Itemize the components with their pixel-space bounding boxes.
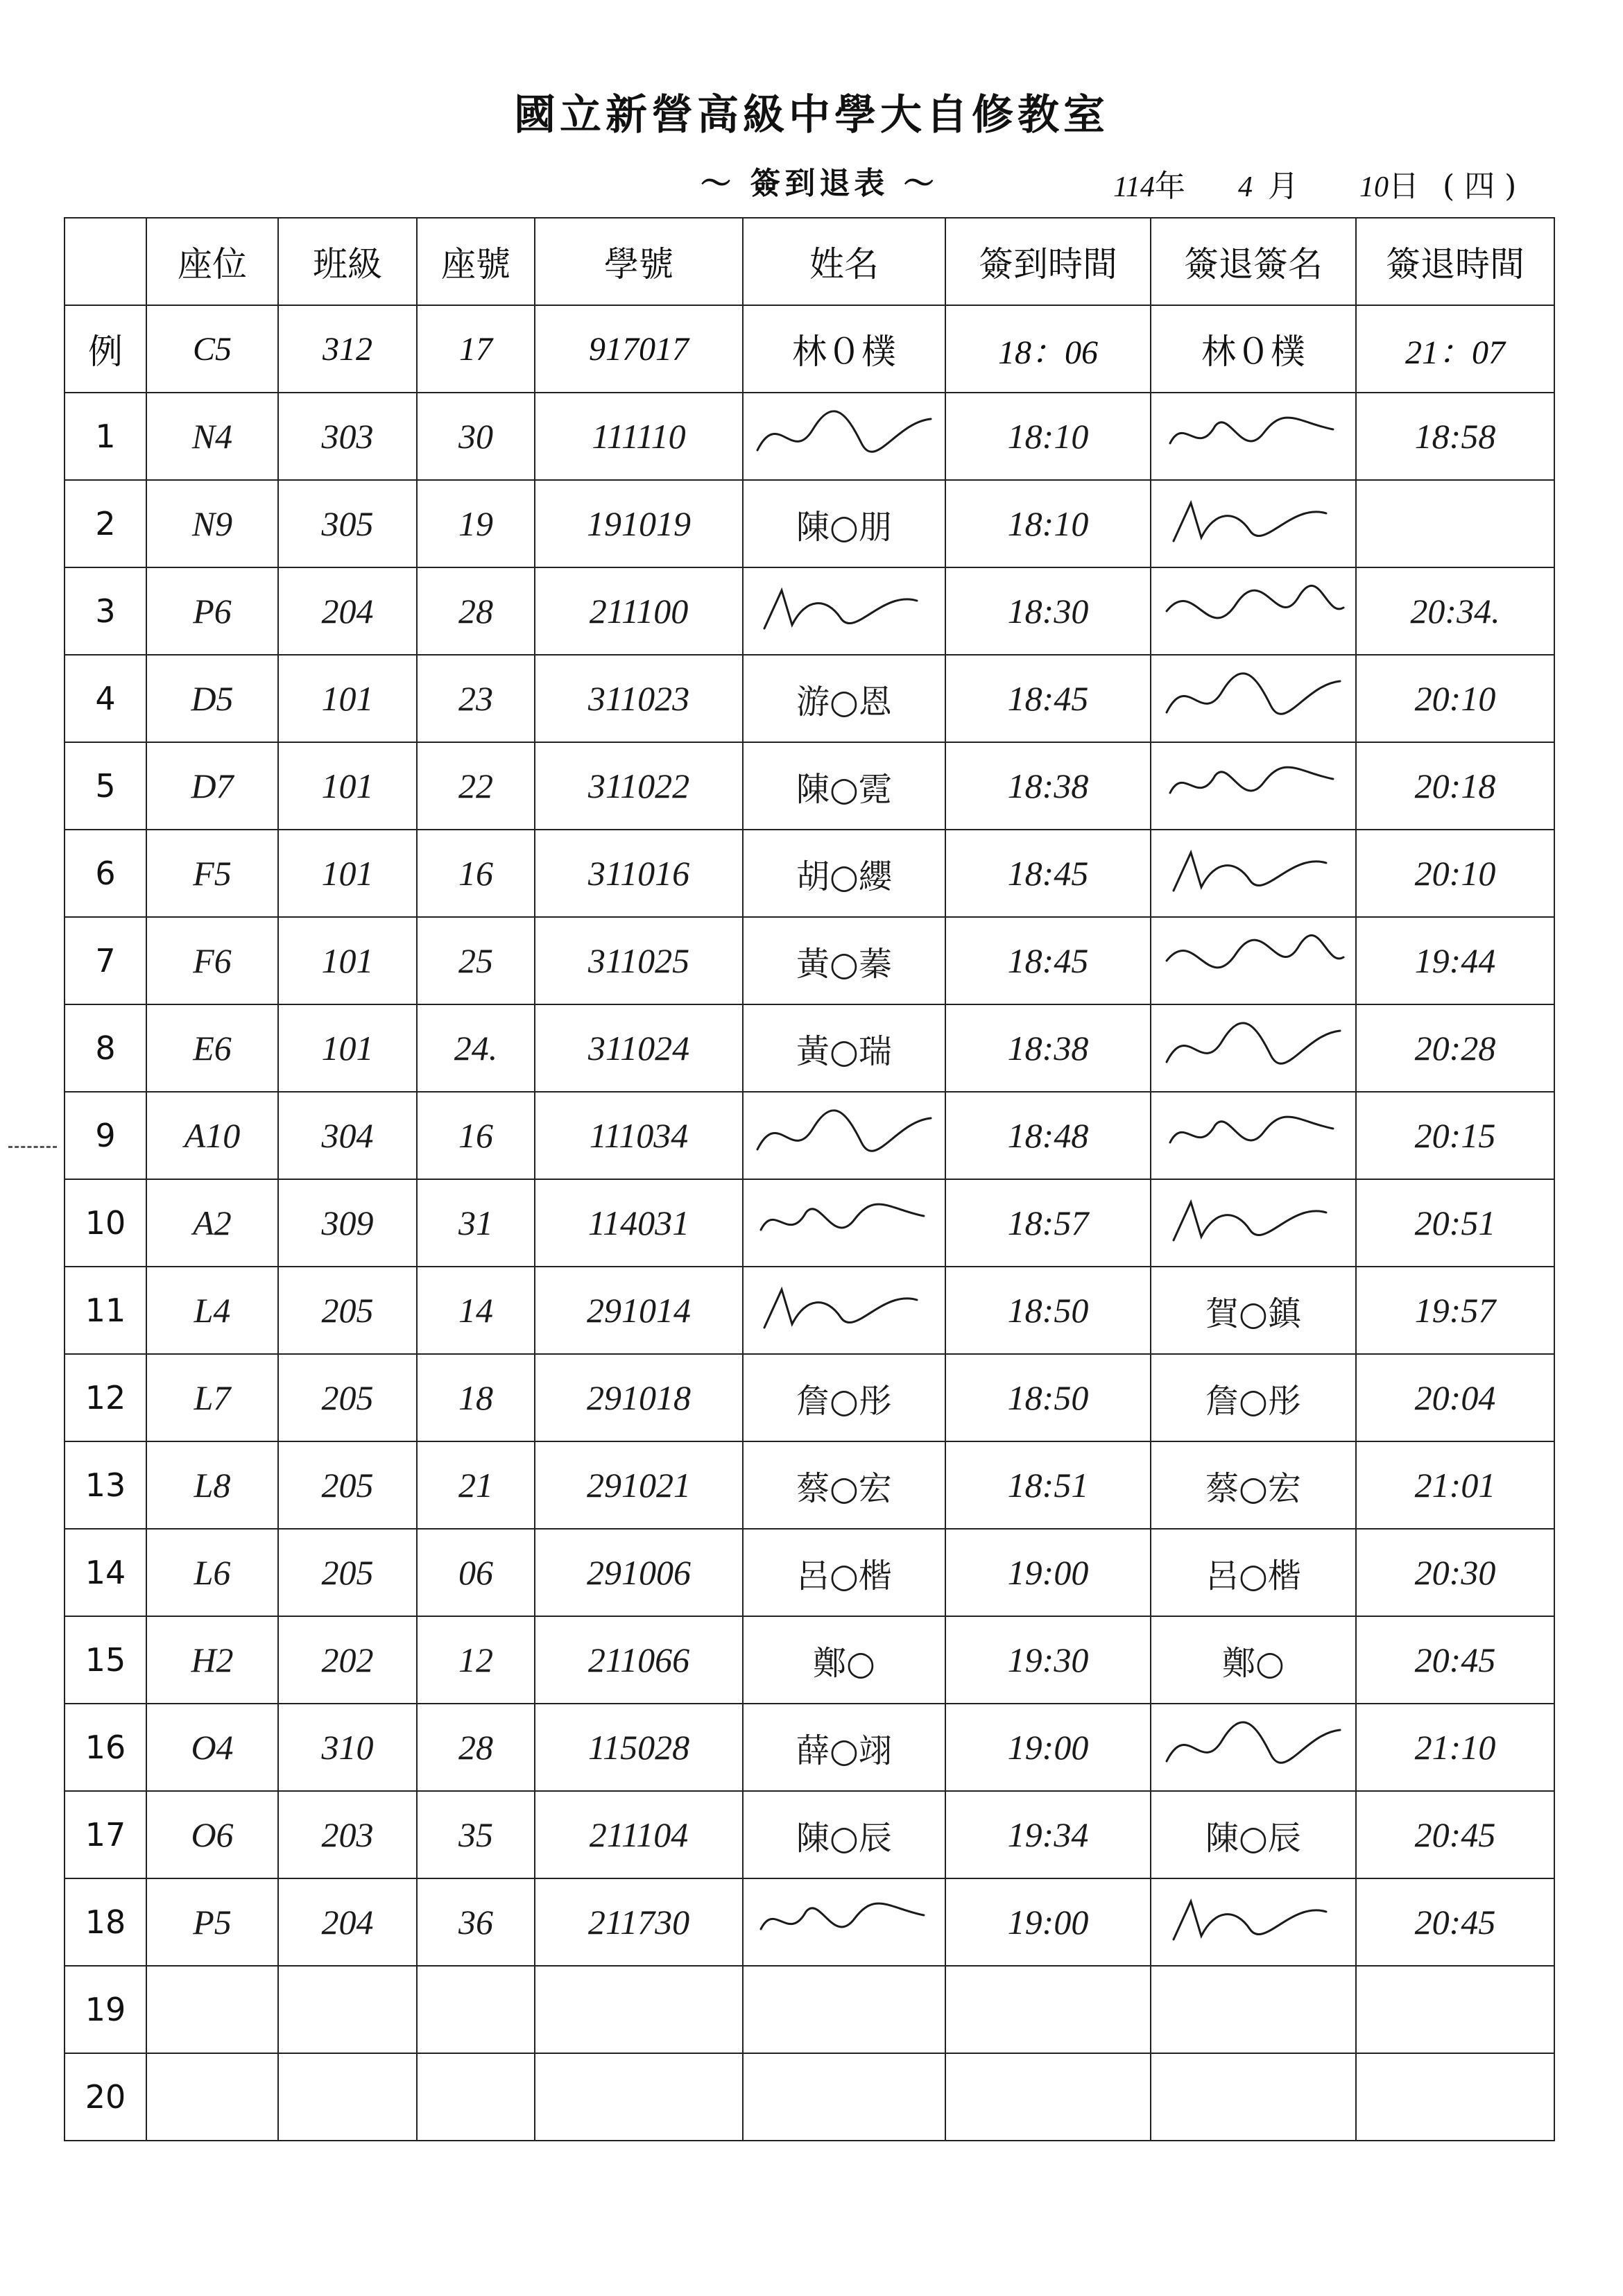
class-cell: 204 [278, 567, 417, 655]
checkin-time-cell: 19:00 [945, 1704, 1151, 1791]
header-student-id: 學號 [535, 218, 743, 305]
seat-cell: H2 [146, 1616, 278, 1704]
row-number: 2 [65, 480, 146, 567]
checkin-time-cell: 18:30 [945, 567, 1151, 655]
checkout-time-cell: 21:10 [1356, 1704, 1554, 1791]
name-cell: 胡○纓 [743, 830, 945, 917]
number-cell: 16 [417, 1092, 535, 1179]
date-year-unit: 年 [1154, 169, 1185, 204]
name-cell: 黃○蓁 [743, 917, 945, 1004]
table-row [65, 1791, 1554, 1878]
name-cell: 呂○楷 [743, 1529, 945, 1616]
handwritten-signature [750, 1276, 938, 1345]
class-cell: 305 [278, 480, 417, 567]
example-checkout-signature: 林０樸 [1151, 305, 1356, 393]
name-cell: 陳○霓 [743, 742, 945, 830]
number-cell: 24. [417, 1004, 535, 1092]
row-number: 15 [65, 1616, 146, 1704]
number-cell: 30 [417, 393, 535, 480]
header-checkin-time: 簽到時間 [945, 218, 1151, 305]
student-id-cell: 114031 [535, 1179, 743, 1267]
checkout-time-cell: 20:10 [1356, 830, 1554, 917]
checkout-signature-cell: 賀○鎮 [1151, 1267, 1356, 1354]
student-id-cell: 211104 [535, 1791, 743, 1878]
seat-cell: O4 [146, 1704, 278, 1791]
seat-cell: A2 [146, 1179, 278, 1267]
checkout-signature-cell: 陳○辰 [1151, 1791, 1356, 1878]
checkout-time-cell [1356, 480, 1554, 567]
number-cell: 18 [417, 1354, 535, 1441]
row-number: 18 [65, 1878, 146, 1966]
table-row [65, 1092, 1554, 1179]
student-id-cell: 111110 [535, 393, 743, 480]
checkin-time-cell: 18:50 [945, 1267, 1151, 1354]
checkout-signature-cell [1151, 393, 1356, 480]
checkout-time-cell: 20:34. [1356, 567, 1554, 655]
row-number: 6 [65, 830, 146, 917]
checkin-time-cell: 18:45 [945, 830, 1151, 917]
signature-stroke [1174, 853, 1326, 891]
checkout-time-cell: 21:01 [1356, 1441, 1554, 1529]
checkout-time-cell: 20:10 [1356, 655, 1554, 742]
date-day-value: 10 [1359, 171, 1389, 203]
handwritten-signature [1160, 1188, 1347, 1258]
checkout-time-cell: 20:45 [1356, 1878, 1554, 1966]
page-title: 國立新營高級中學大自修教室 [514, 91, 1109, 139]
row-number: 13 [65, 1441, 146, 1529]
date-day-unit: 日 [1389, 169, 1419, 204]
number-cell: 25 [417, 917, 535, 1004]
name-cell: 陳○朋 [743, 480, 945, 567]
student-id-cell: 291021 [535, 1441, 743, 1529]
student-id-cell [535, 1966, 743, 2053]
table-row [65, 1966, 1554, 2053]
signature-stroke [1174, 1202, 1326, 1240]
checkout-time-cell: 18:58 [1356, 393, 1554, 480]
checkout-time-cell: 20:45 [1356, 1791, 1554, 1878]
checkout-signature-cell [1151, 655, 1356, 742]
checkout-signature-cell: 詹○彤 [1151, 1354, 1356, 1441]
row-number: 11 [65, 1267, 146, 1354]
header-checkout-time: 簽退時間 [1356, 218, 1554, 305]
name-cell [743, 393, 945, 480]
checkout-signature-cell: 蔡○宏 [1151, 1441, 1356, 1529]
margin-tick-mark [8, 1146, 57, 1148]
seat-cell: L6 [146, 1529, 278, 1616]
class-cell: 202 [278, 1616, 417, 1704]
example-checkout-time: 21：07 [1356, 305, 1554, 393]
signature-stroke [1167, 1722, 1340, 1763]
class-cell: 303 [278, 393, 417, 480]
number-cell: 23 [417, 655, 535, 742]
row-number: 19 [65, 1966, 146, 2053]
student-id-cell: 291014 [535, 1267, 743, 1354]
name-cell [743, 1878, 945, 1966]
signature-stroke [1174, 503, 1326, 541]
table-row [65, 480, 1554, 567]
example-label: 例 [65, 305, 146, 393]
checkout-signature-cell [1151, 567, 1356, 655]
name-cell [743, 1966, 945, 2053]
seat-cell: D5 [146, 655, 278, 742]
class-cell: 309 [278, 1179, 417, 1267]
seat-cell [146, 2053, 278, 2141]
student-id-cell: 115028 [535, 1704, 743, 1791]
checkout-signature-cell [1151, 1878, 1356, 1966]
seat-cell: L7 [146, 1354, 278, 1441]
checkout-signature-cell: 呂○楷 [1151, 1529, 1356, 1616]
table-row [65, 1704, 1554, 1791]
table-row [65, 393, 1554, 480]
name-cell [743, 1267, 945, 1354]
table-row [65, 567, 1554, 655]
date-weekday-value: 四 [1464, 169, 1495, 204]
header-number: 座號 [417, 218, 535, 305]
table-row [65, 2053, 1554, 2141]
signature-stroke [761, 1903, 924, 1929]
name-cell: 蔡○宏 [743, 1441, 945, 1529]
number-cell: 28 [417, 1704, 535, 1791]
handwritten-signature [1160, 1013, 1347, 1083]
checkout-time-cell [1356, 1966, 1554, 2053]
class-cell: 304 [278, 1092, 417, 1179]
checkin-time-cell: 18:45 [945, 917, 1151, 1004]
seat-cell: P5 [146, 1878, 278, 1966]
row-number: 17 [65, 1791, 146, 1878]
date-month-unit: 月 [1268, 169, 1298, 204]
signature-stroke [1167, 935, 1343, 967]
handwritten-signature [1160, 489, 1347, 558]
sign-in-table [64, 217, 1555, 2141]
example-number: 17 [417, 305, 535, 393]
class-cell: 101 [278, 1004, 417, 1092]
student-id-cell: 311024 [535, 1004, 743, 1092]
class-cell: 205 [278, 1267, 417, 1354]
row-number: 1 [65, 393, 146, 480]
table-row [65, 1179, 1554, 1267]
class-cell: 101 [278, 655, 417, 742]
table-row [65, 1616, 1554, 1704]
student-id-cell: 311025 [535, 917, 743, 1004]
signature-stroke [1167, 674, 1340, 714]
signature-stroke [1170, 767, 1333, 793]
checkout-signature-cell [1151, 1704, 1356, 1791]
handwritten-signature [750, 576, 938, 646]
example-seat: C5 [146, 305, 278, 393]
signature-stroke [764, 1290, 917, 1328]
example-name: 林０樸 [743, 305, 945, 393]
name-cell: 鄭○ [743, 1616, 945, 1704]
class-cell: 203 [278, 1791, 417, 1878]
checkout-time-cell: 20:18 [1356, 742, 1554, 830]
seat-cell: F5 [146, 830, 278, 917]
date-year-value: 114 [1113, 171, 1155, 203]
table-row [65, 917, 1554, 1004]
checkout-signature-cell [1151, 917, 1356, 1004]
example-class: 312 [278, 305, 417, 393]
signature-stroke [757, 411, 931, 452]
student-id-cell: 311016 [535, 830, 743, 917]
checkout-time-cell [1356, 2053, 1554, 2141]
handwritten-signature [1160, 402, 1347, 471]
checkout-time-cell: 19:57 [1356, 1267, 1554, 1354]
row-number: 9 [65, 1092, 146, 1179]
seat-cell [146, 1966, 278, 2053]
header-index [65, 218, 146, 305]
class-cell: 310 [278, 1704, 417, 1791]
form-subtitle: ～ 簽到退表 ～ [701, 166, 938, 201]
row-number: 3 [65, 567, 146, 655]
checkin-time-cell: 19:00 [945, 1878, 1151, 1966]
row-number: 12 [65, 1354, 146, 1441]
number-cell: 16 [417, 830, 535, 917]
checkin-time-cell: 18:38 [945, 1004, 1151, 1092]
row-number: 20 [65, 2053, 146, 2141]
row-number: 10 [65, 1179, 146, 1267]
name-cell [743, 1179, 945, 1267]
class-cell: 101 [278, 742, 417, 830]
handwritten-signature [750, 1887, 938, 1957]
number-cell: 19 [417, 480, 535, 567]
name-cell: 黃○瑞 [743, 1004, 945, 1092]
checkout-signature-cell [1151, 2053, 1356, 2141]
checkout-time-cell: 20:28 [1356, 1004, 1554, 1092]
checkout-signature-cell [1151, 1092, 1356, 1179]
checkout-time-cell: 20:15 [1356, 1092, 1554, 1179]
number-cell: 36 [417, 1878, 535, 1966]
checkin-time-cell: 18:50 [945, 1354, 1151, 1441]
class-cell: 205 [278, 1529, 417, 1616]
student-id-cell: 291006 [535, 1529, 743, 1616]
row-number: 14 [65, 1529, 146, 1616]
seat-cell: E6 [146, 1004, 278, 1092]
student-id-cell: 111034 [535, 1092, 743, 1179]
table-row [65, 1354, 1554, 1441]
seat-cell: A10 [146, 1092, 278, 1179]
seat-cell: F6 [146, 917, 278, 1004]
number-cell: 21 [417, 1441, 535, 1529]
class-cell: 205 [278, 1441, 417, 1529]
checkin-time-cell: 19:00 [945, 1529, 1151, 1616]
handwritten-signature [1160, 1887, 1347, 1957]
handwritten-signature [1160, 839, 1347, 908]
checkout-signature-cell [1151, 830, 1356, 917]
handwritten-signature [1160, 1713, 1347, 1782]
signature-stroke [1167, 1023, 1340, 1063]
table-row [65, 742, 1554, 830]
checkout-signature-cell: 鄭○ [1151, 1616, 1356, 1704]
checkout-signature-cell [1151, 1966, 1356, 2053]
checkout-signature-cell [1151, 480, 1356, 567]
table-row [65, 1529, 1554, 1616]
seat-cell: L4 [146, 1267, 278, 1354]
class-cell: 101 [278, 917, 417, 1004]
row-number: 5 [65, 742, 146, 830]
student-id-cell: 211100 [535, 567, 743, 655]
signature-stroke [757, 1111, 931, 1151]
number-cell: 12 [417, 1616, 535, 1704]
seat-cell: P6 [146, 567, 278, 655]
class-cell: 101 [278, 830, 417, 917]
student-id-cell: 291018 [535, 1354, 743, 1441]
checkout-time-cell: 20:51 [1356, 1179, 1554, 1267]
example-row [65, 305, 1554, 393]
handwritten-signature [1160, 926, 1347, 995]
checkin-time-cell: 18:57 [945, 1179, 1151, 1267]
header-checkout-signature: 簽退簽名 [1151, 218, 1356, 305]
number-cell [417, 1966, 535, 2053]
number-cell: 22 [417, 742, 535, 830]
signature-stroke [1170, 418, 1333, 443]
name-cell: 陳○辰 [743, 1791, 945, 1878]
header-seat: 座位 [146, 218, 278, 305]
student-id-cell: 311023 [535, 655, 743, 742]
checkin-time-cell: 18:51 [945, 1441, 1151, 1529]
checkin-time-cell: 18:38 [945, 742, 1151, 830]
header-name: 姓名 [743, 218, 945, 305]
class-cell: 205 [278, 1354, 417, 1441]
seat-cell: N4 [146, 393, 278, 480]
checkin-time-cell: 18:48 [945, 1092, 1151, 1179]
signature-stroke [1170, 1117, 1333, 1142]
date-weekday: ( 四 ) [1443, 169, 1517, 204]
header-class: 班級 [278, 218, 417, 305]
table-row [65, 1004, 1554, 1092]
handwritten-signature [1160, 576, 1347, 646]
number-cell: 06 [417, 1529, 535, 1616]
handwritten-signature [1160, 664, 1347, 733]
handwritten-signature [750, 402, 938, 471]
signature-stroke [1174, 1901, 1326, 1939]
checkin-time-cell: 18:10 [945, 480, 1151, 567]
checkout-signature-cell [1151, 1004, 1356, 1092]
checkout-signature-cell [1151, 1179, 1356, 1267]
signature-stroke [761, 1204, 924, 1230]
handwritten-signature [750, 1188, 938, 1258]
number-cell: 14 [417, 1267, 535, 1354]
name-cell: 游○恩 [743, 655, 945, 742]
student-id-cell [535, 2053, 743, 2141]
seat-cell: O6 [146, 1791, 278, 1878]
signature-stroke [1167, 585, 1343, 617]
checkin-time-cell: 19:34 [945, 1791, 1151, 1878]
row-number: 8 [65, 1004, 146, 1092]
checkin-time-cell [945, 2053, 1151, 2141]
checkin-time-cell: 19:30 [945, 1616, 1151, 1704]
handwritten-signature [1160, 1101, 1347, 1170]
table-row [65, 1441, 1554, 1529]
number-cell: 31 [417, 1179, 535, 1267]
row-number: 4 [65, 655, 146, 742]
example-checkin-time: 18：06 [945, 305, 1151, 393]
handwritten-signature [1160, 751, 1347, 821]
table-row [65, 1878, 1554, 1966]
seat-cell: N9 [146, 480, 278, 567]
number-cell: 35 [417, 1791, 535, 1878]
seat-cell: D7 [146, 742, 278, 830]
number-cell: 28 [417, 567, 535, 655]
name-cell: 詹○彤 [743, 1354, 945, 1441]
name-cell [743, 2053, 945, 2141]
table-row [65, 830, 1554, 917]
date-year [1113, 161, 1185, 205]
seat-cell: L8 [146, 1441, 278, 1529]
date-day [1359, 161, 1419, 205]
class-cell: 204 [278, 1878, 417, 1966]
student-id-cell: 211066 [535, 1616, 743, 1704]
table-row [65, 655, 1554, 742]
checkin-time-cell: 18:10 [945, 393, 1151, 480]
checkin-time-cell [945, 1966, 1151, 2053]
class-cell [278, 1966, 417, 2053]
checkout-time-cell: 20:04 [1356, 1354, 1554, 1441]
date-month-value: 4 [1238, 171, 1253, 203]
name-cell [743, 567, 945, 655]
date-month [1238, 161, 1298, 205]
student-id-cell: 311022 [535, 742, 743, 830]
checkin-time-cell: 18:45 [945, 655, 1151, 742]
signature-stroke [764, 590, 917, 628]
table-row [65, 1267, 1554, 1354]
row-number: 16 [65, 1704, 146, 1791]
name-cell [743, 1092, 945, 1179]
checkout-time-cell: 20:30 [1356, 1529, 1554, 1616]
checkout-time-cell: 19:44 [1356, 917, 1554, 1004]
handwritten-signature [750, 1101, 938, 1170]
student-id-cell: 211730 [535, 1878, 743, 1966]
class-cell [278, 2053, 417, 2141]
row-number: 7 [65, 917, 146, 1004]
student-id-cell: 191019 [535, 480, 743, 567]
example-student-id: 917017 [535, 305, 743, 393]
name-cell: 薛○翊 [743, 1704, 945, 1791]
checkout-signature-cell [1151, 742, 1356, 830]
table-header-row [65, 218, 1554, 305]
number-cell [417, 2053, 535, 2141]
checkout-time-cell: 20:45 [1356, 1616, 1554, 1704]
